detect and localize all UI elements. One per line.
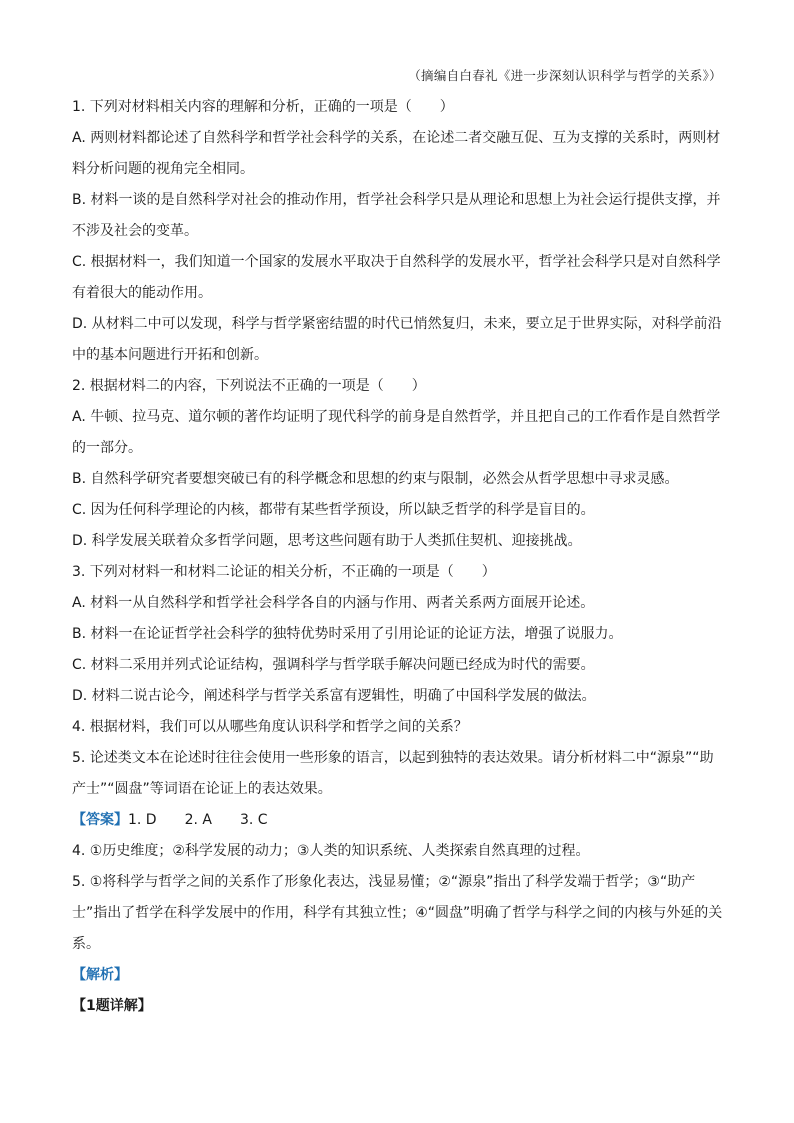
source-citation: （摘编自白春礼《进一步深刻认识科学与哲学的关系》）: [408, 68, 722, 83]
question-5-stem: 5. 论述类文本在论述时往往会使用一些形象的语言，以起到独特的表达效果。请分析材料二中“源泉”“助产士”“圆盘”等词语在论证上的表达效果。: [72, 750, 714, 797]
question-3-stem: 3. 下列对材料一和材料二论证的相关分析，不正确的一项是（ ）: [72, 564, 496, 580]
question-4-stem: 4. 根据材料，我们可以从哪些角度认识科学和哲学之间的关系？: [72, 719, 468, 735]
answer-5: 5. ①将科学与哲学之间的关系作了形象化表达，浅显易懂；②“源泉”指出了科学发端于哲学；③“助产士”指出了哲学在科学发展中的作用，科学有其独立性；④“圆盘”明确了哲学与科学之间的内核与外延的关系。: [72, 874, 723, 952]
question-1-option-a: A. 两则材料都论述了自然科学和哲学社会科学的关系，在论述二者交融互促、互为支撑的关系时，两则材料分析问题的视角完全相同。: [72, 130, 721, 177]
question-1-option-d: D. 从材料二中可以发现，科学与哲学紧密结盟的时代已悄然复归，未来，要立足于世界实际，对科学前沿中的基本问题进行开拓和创新。: [72, 316, 722, 363]
answer-text: 1. D 2. A 3. C: [128, 812, 268, 828]
question-3-option-c: C. 材料二采用并列式论证结构，强调科学与哲学联手解决问题已经成为时代的需要。: [72, 657, 595, 673]
answer-line: [72, 805, 724, 836]
question-3-option-a: A. 材料一从自然科学和哲学社会科学各自的内涵与作用、两者关系两方面展开论述。: [72, 595, 595, 611]
question-3-option-b: B. 材料一在论证哲学社会科学的独特优势时采用了引用论证的论证方法，增强了说服力。: [72, 626, 623, 642]
question-1-option-b: B. 材料一谈的是自然科学对社会的推动作用，哲学社会科学只是从理论和思想上为社会运行提供支撑，并不涉及社会的变革。: [72, 192, 721, 239]
question-2-option-a: A. 牛顿、拉马克、道尔顿的著作均证明了现代科学的前身是自然哲学，并且把自己的工作看作是自然哲学的一部分。: [72, 409, 721, 456]
question-2-option-b: B. 自然科学研究者要想突破已有的科学概念和思想的约束与限制，必然会从哲学思想中寻求灵感。: [72, 471, 679, 487]
answer-4: 4. ①历史维度；②科学发展的动力；③人类的知识系统、人类探索自然真理的过程。: [72, 843, 590, 859]
question-2-option-d: D. 科学发展关联着众多哲学问题，思考这些问题有助于人类抓住契机、迎接挑战。: [72, 533, 582, 549]
answer-tag: 【答案】: [72, 812, 128, 828]
question-2-option-c: C. 因为任何科学理论的内核，都带有某些哲学预设，所以缺乏哲学的科学是盲目的。: [72, 502, 595, 518]
question-2-stem: 2. 根据材料二的内容，下列说法不正确的一项是（ ）: [72, 378, 426, 394]
analysis-tag: 【解析】: [72, 967, 128, 983]
question-1-stem: 1. 下列对材料相关内容的理解和分析，正确的一项是（ ）: [72, 99, 454, 115]
question-1-option-c: C. 根据材料一，我们知道一个国家的发展水平取决于自然科学的发展水平，哲学社会科学只是对自然科学有着很大的能动作用。: [72, 254, 721, 301]
question-block: [72, 92, 724, 1022]
question-3-option-d: D. 材料二说古论今，阐述科学与哲学关系富有逻辑性，明确了中国科学发展的做法。: [72, 688, 596, 704]
detail-heading-q1: 【1题详解】: [72, 998, 152, 1014]
